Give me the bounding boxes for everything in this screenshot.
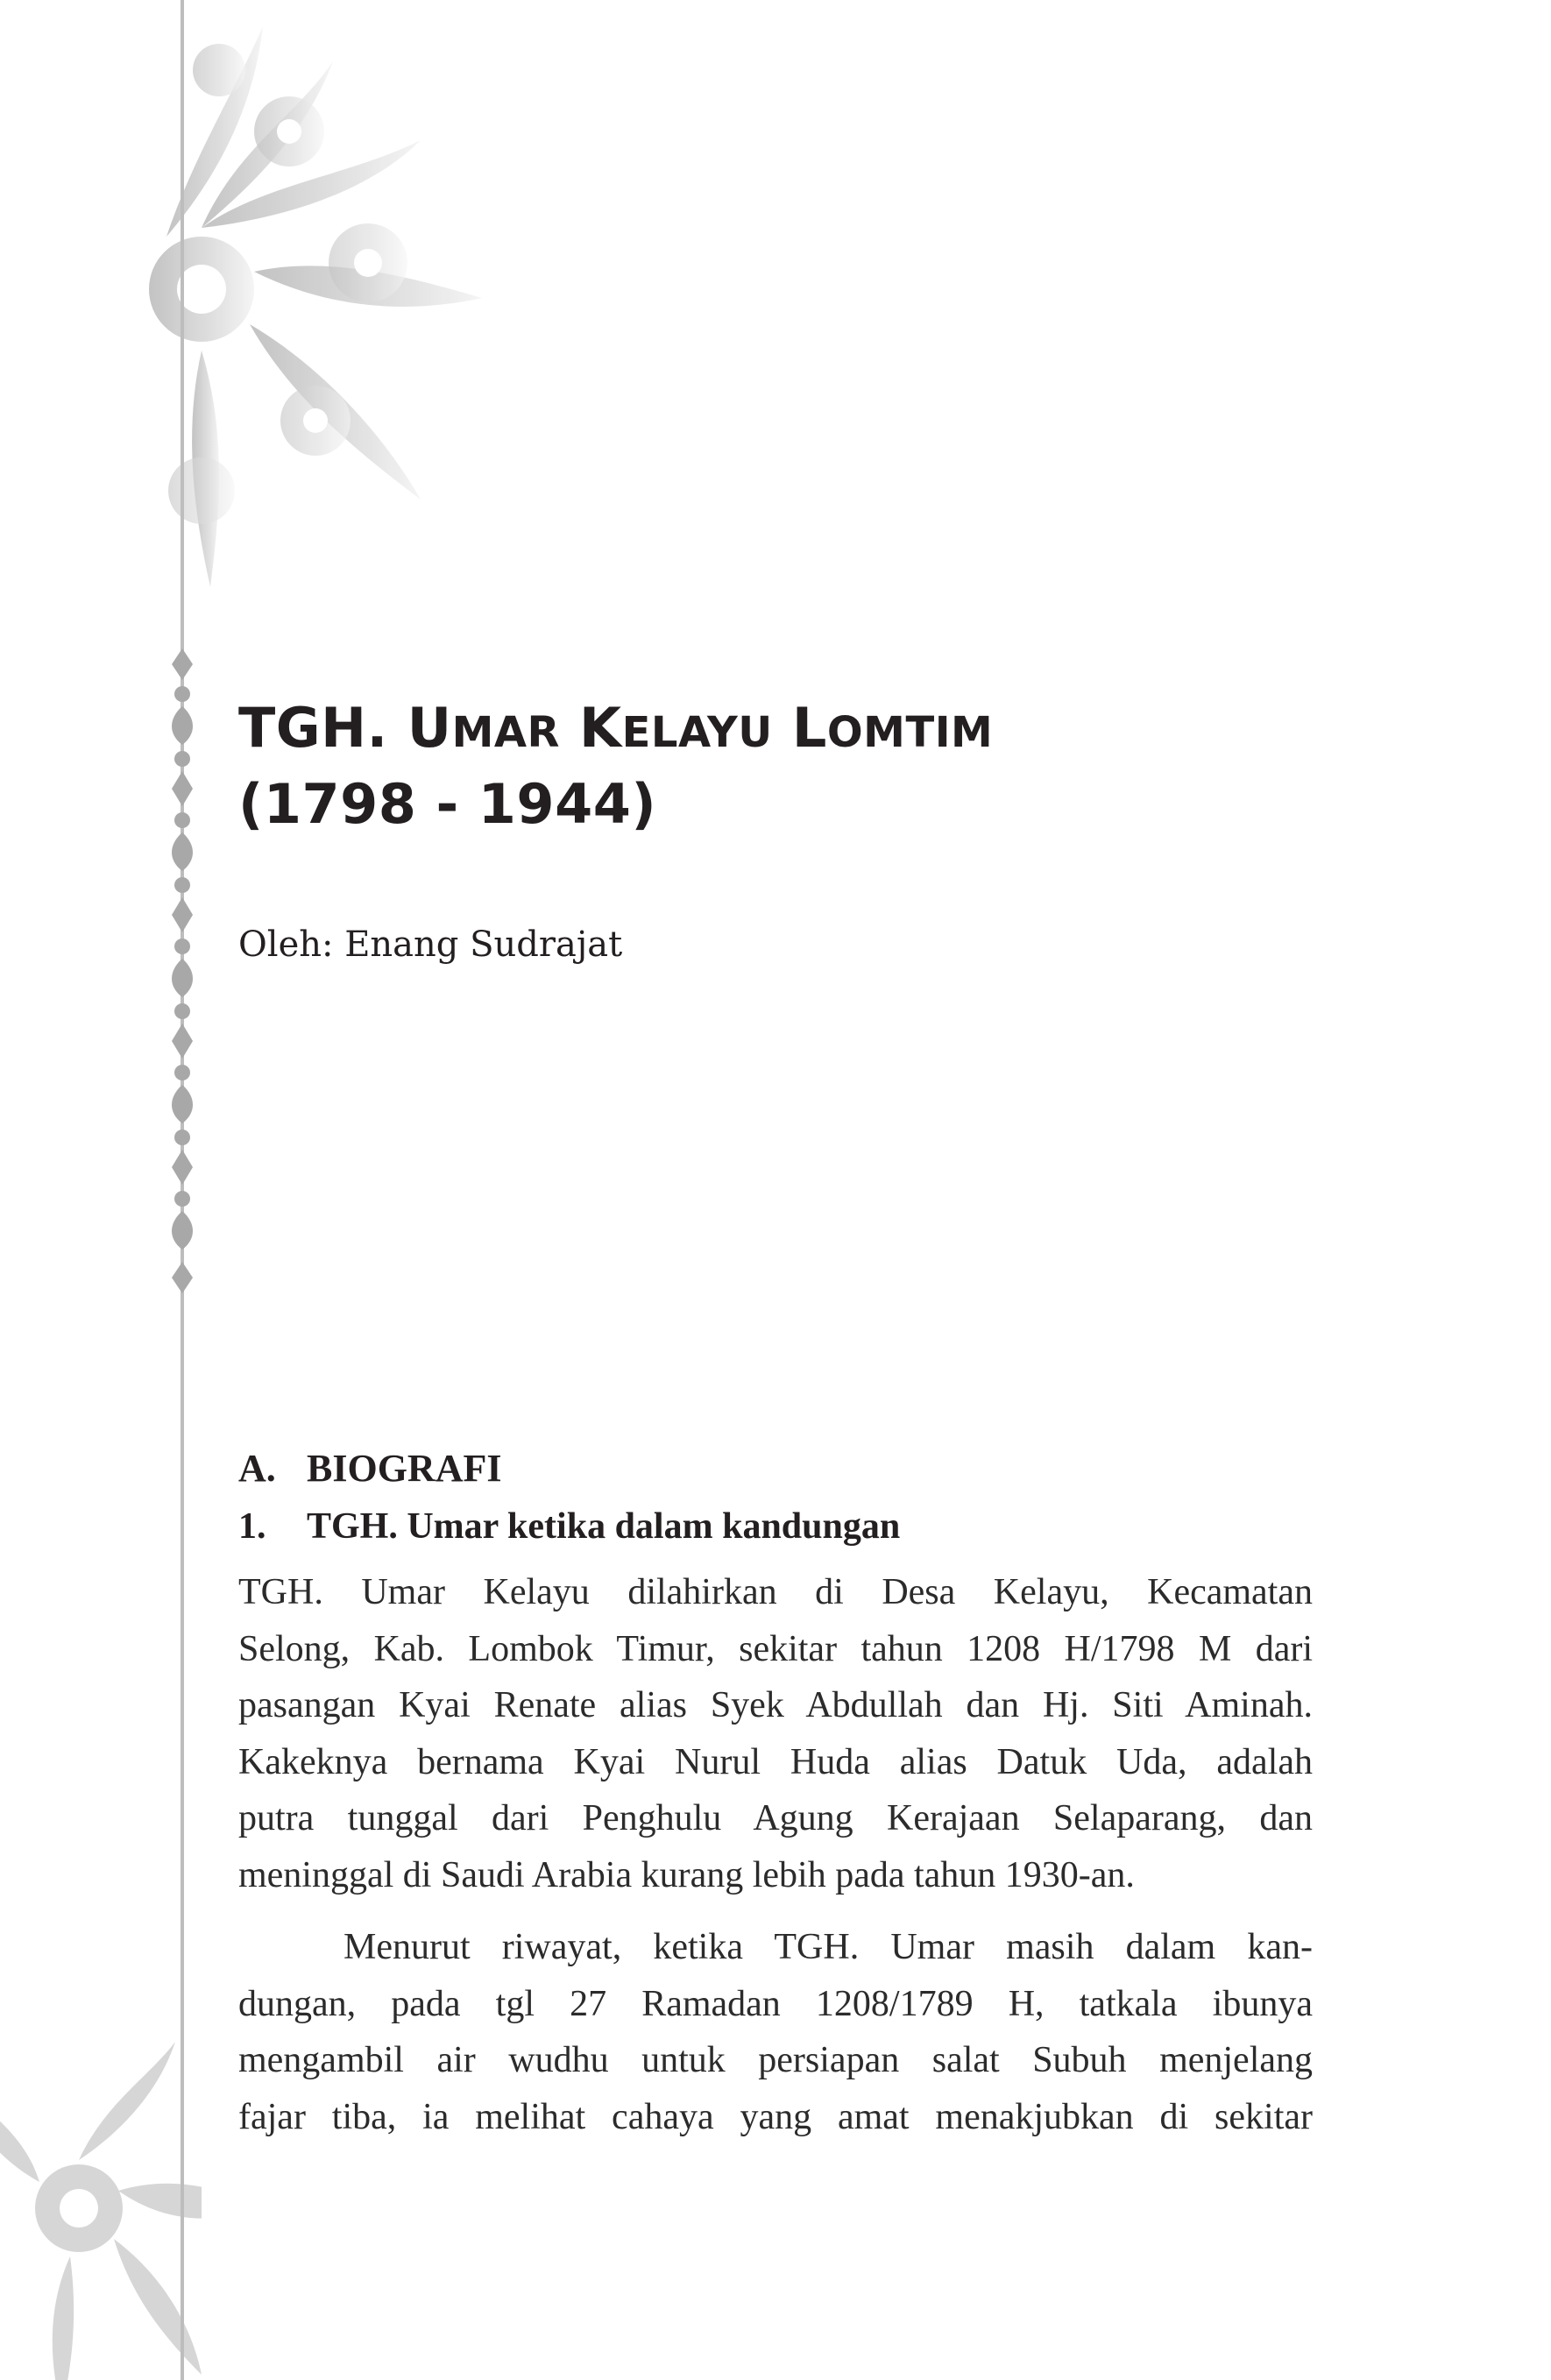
section-title: BIOGRAFI <box>307 1447 502 1490</box>
paragraph-line: dungan, pada tgl 27 Ramadan 1208/1789 H, tatkala ibunya <box>238 1983 1313 2024</box>
paragraph-line: meninggal di Saudi Arabia kurang lebih pada tahun 1930-an. <box>238 1854 1135 1895</box>
author-byline: Oleh: Enang Sudrajat <box>238 924 623 965</box>
section-label: A. <box>238 1447 276 1490</box>
section-heading <box>238 1446 501 1491</box>
bead-chain-ornament-icon <box>156 648 209 1297</box>
chapter-title-line1: TGH. UMAR KELAYU LOMTIM <box>238 696 994 760</box>
subsection-title: TGH. Umar ketika dalam kandungan <box>307 1506 901 1547</box>
chapter-title-years: (1798 - 1944) <box>238 772 657 836</box>
paragraph-2 <box>238 1919 1313 2145</box>
paragraph-line: putra tunggal dari Penghulu Agung Kerajaan Selaparang, dan <box>238 1798 1313 1838</box>
paragraph-line: mengambil air wudhu untuk persiapan salat Subuh menjelang <box>238 2040 1313 2080</box>
paragraph-line: Kakeknya bernama Kyai Nurul Huda alias Datuk Uda, adalah <box>238 1741 1313 1782</box>
chapter-title <box>238 692 1377 840</box>
subsection-heading <box>238 1505 900 1548</box>
paragraph-line: fajar tiba, ia melihat cahaya yang amat menakjubkan di sekitar <box>238 2096 1313 2137</box>
paragraph-line: Selong, Kab. Lombok Timur, sekitar tahun 1208 H/1798 M dari <box>238 1628 1313 1669</box>
floral-ornament-bottom-icon <box>0 2042 202 2380</box>
paragraph-line: Menurut riwayat, ketika TGH. Umar masih dalam kan- <box>343 1927 1313 1967</box>
subsection-label: 1. <box>238 1506 266 1547</box>
paragraph-1 <box>238 1564 1313 1903</box>
floral-ornament-top-icon <box>0 0 491 631</box>
paragraph-line: TGH. Umar Kelayu dilahirkan di Desa Kelayu, Kecamatan <box>238 1572 1313 1612</box>
paragraph-line: pasangan Kyai Renate alias Syek Abdullah dan Hj. Siti Aminah. <box>238 1685 1313 1725</box>
